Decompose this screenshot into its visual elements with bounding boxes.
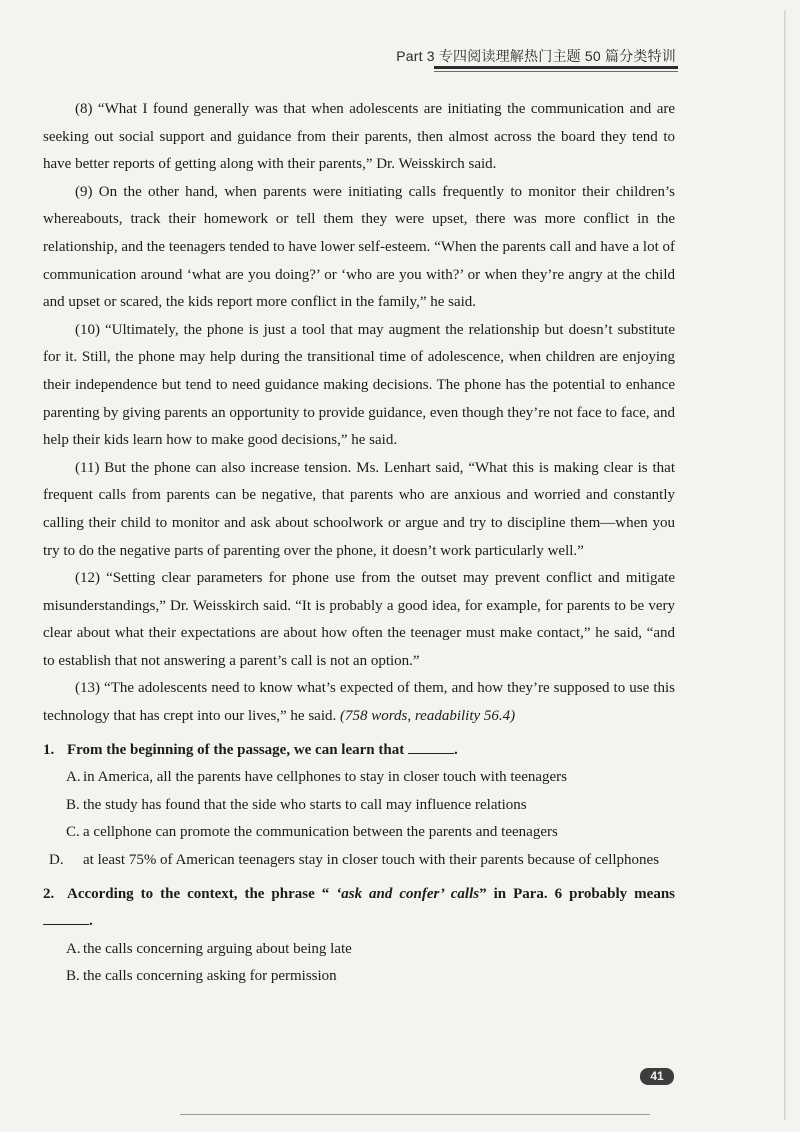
paragraph-13-text: (13) “The adolescents need to know what’s expected of them, and how they’re supposed to use this technology that has crept into our lives,” he said. xyxy=(43,680,675,725)
page-number: 41 xyxy=(640,1068,674,1085)
article-body xyxy=(43,96,675,991)
option-text: the study has found that the side who starts to call may influence relations xyxy=(83,796,527,813)
option-letter: C. xyxy=(66,824,80,841)
option-2b xyxy=(43,963,675,991)
option-letter: B. xyxy=(66,968,80,985)
header-rule xyxy=(434,66,678,69)
question-stem: From the beginning of the passage, we can learn that xyxy=(67,741,408,758)
paragraph-9: (9) On the other hand, when parents were initiating calls frequently to monitor their children’s whereabouts, track their homework or tell them they were upset, there was more conflict in the relationship, and the teenagers tended to have lower self-esteem. “When the parents call and have a lot of communication around ‘what are you doing?’ or ‘who are you with?’ or when they’re angry at the child and upset or scared, the kids report more conflict in the family,” he said. xyxy=(43,183,675,311)
option-letter: A. xyxy=(66,940,81,957)
question-number: 2. xyxy=(43,885,55,902)
running-header: Part 3 专四阅读理解热门主题 50 篇分类特训 xyxy=(396,48,676,64)
paragraph-8: (8) “What I found generally was that when adolescents are initiating the communication and are seeking out social support and guidance from their parents, then almost across the board they tend to have better reports of getting along with their parents,” Dr. Weisskirch said. xyxy=(43,101,675,173)
paragraph-10: (10) “Ultimately, the phone is just a tool that may augment the relationship but doesn’t substitute for it. Still, the phone may help during the transitional time of adolescence, when children are enjoying their independence but tend to need guidance making decisions. The phone has the potential to enhance parenting by giving parents an opportunity to provide guidance, even though they’re not face to face, and help their kids learn how to make good decisions,” he said. xyxy=(43,321,675,449)
header-rule-thin xyxy=(434,71,678,72)
option-1d xyxy=(43,847,675,875)
option-1b xyxy=(43,792,675,820)
option-text: the calls concerning asking for permission xyxy=(83,968,337,985)
option-1c xyxy=(43,819,675,847)
word-count-note: (758 words, readability 56.4) xyxy=(340,708,516,725)
option-letter: D. xyxy=(49,852,64,869)
question-stem-end: . xyxy=(453,741,458,758)
option-2a xyxy=(43,936,675,964)
question-2 xyxy=(43,881,675,936)
question-phrase: ‘ask and confer’ calls xyxy=(336,885,480,902)
option-text: at least 75% of American teenagers stay in closer touch with their parents because of cellphones xyxy=(83,852,660,869)
option-text: a cellphone can promote the communication between the parents and teenagers xyxy=(83,824,558,841)
page-edge xyxy=(784,10,786,1120)
answer-blank xyxy=(43,910,89,925)
paragraph-13 xyxy=(43,675,675,730)
question-1 xyxy=(43,737,675,765)
option-letter: B. xyxy=(66,796,80,813)
question-number: 1. xyxy=(43,741,55,758)
question-stem-end: . xyxy=(89,913,93,930)
option-letter: A. xyxy=(66,769,81,786)
bottom-rule xyxy=(180,1114,650,1115)
question-stem: According to the context, the phrase “ xyxy=(67,885,337,902)
option-text: the calls concerning arguing about being late xyxy=(83,940,352,957)
paragraph-12: (12) “Setting clear parameters for phone use from the outset may prevent conflict and mitigate misunderstandings,” Dr. Weisskirch said. “It is probably a good idea, for example, for parents to be very clear about what their expectations are about how often the teenager must make contact,” he said, “and to establish that not answering a parent’s call is not an option.” xyxy=(43,570,675,669)
question-stem-middle: ” in Para. 6 probably means xyxy=(479,885,675,902)
option-text: in America, all the parents have cellphones to stay in closer touch with teenagers xyxy=(83,769,568,786)
paragraph-11: (11) But the phone can also increase tension. Ms. Lenhart said, “What this is making clear is that frequent calls from parents can be negative, that parents who are anxious and worried and constantly calling their child to monitor and ask about schoolwork or argue and try to discipline them—when you try to do the negative parts of parenting over the phone, it doesn’t work particularly well.” xyxy=(43,459,675,559)
answer-blank xyxy=(408,739,454,754)
option-1a xyxy=(43,764,675,792)
